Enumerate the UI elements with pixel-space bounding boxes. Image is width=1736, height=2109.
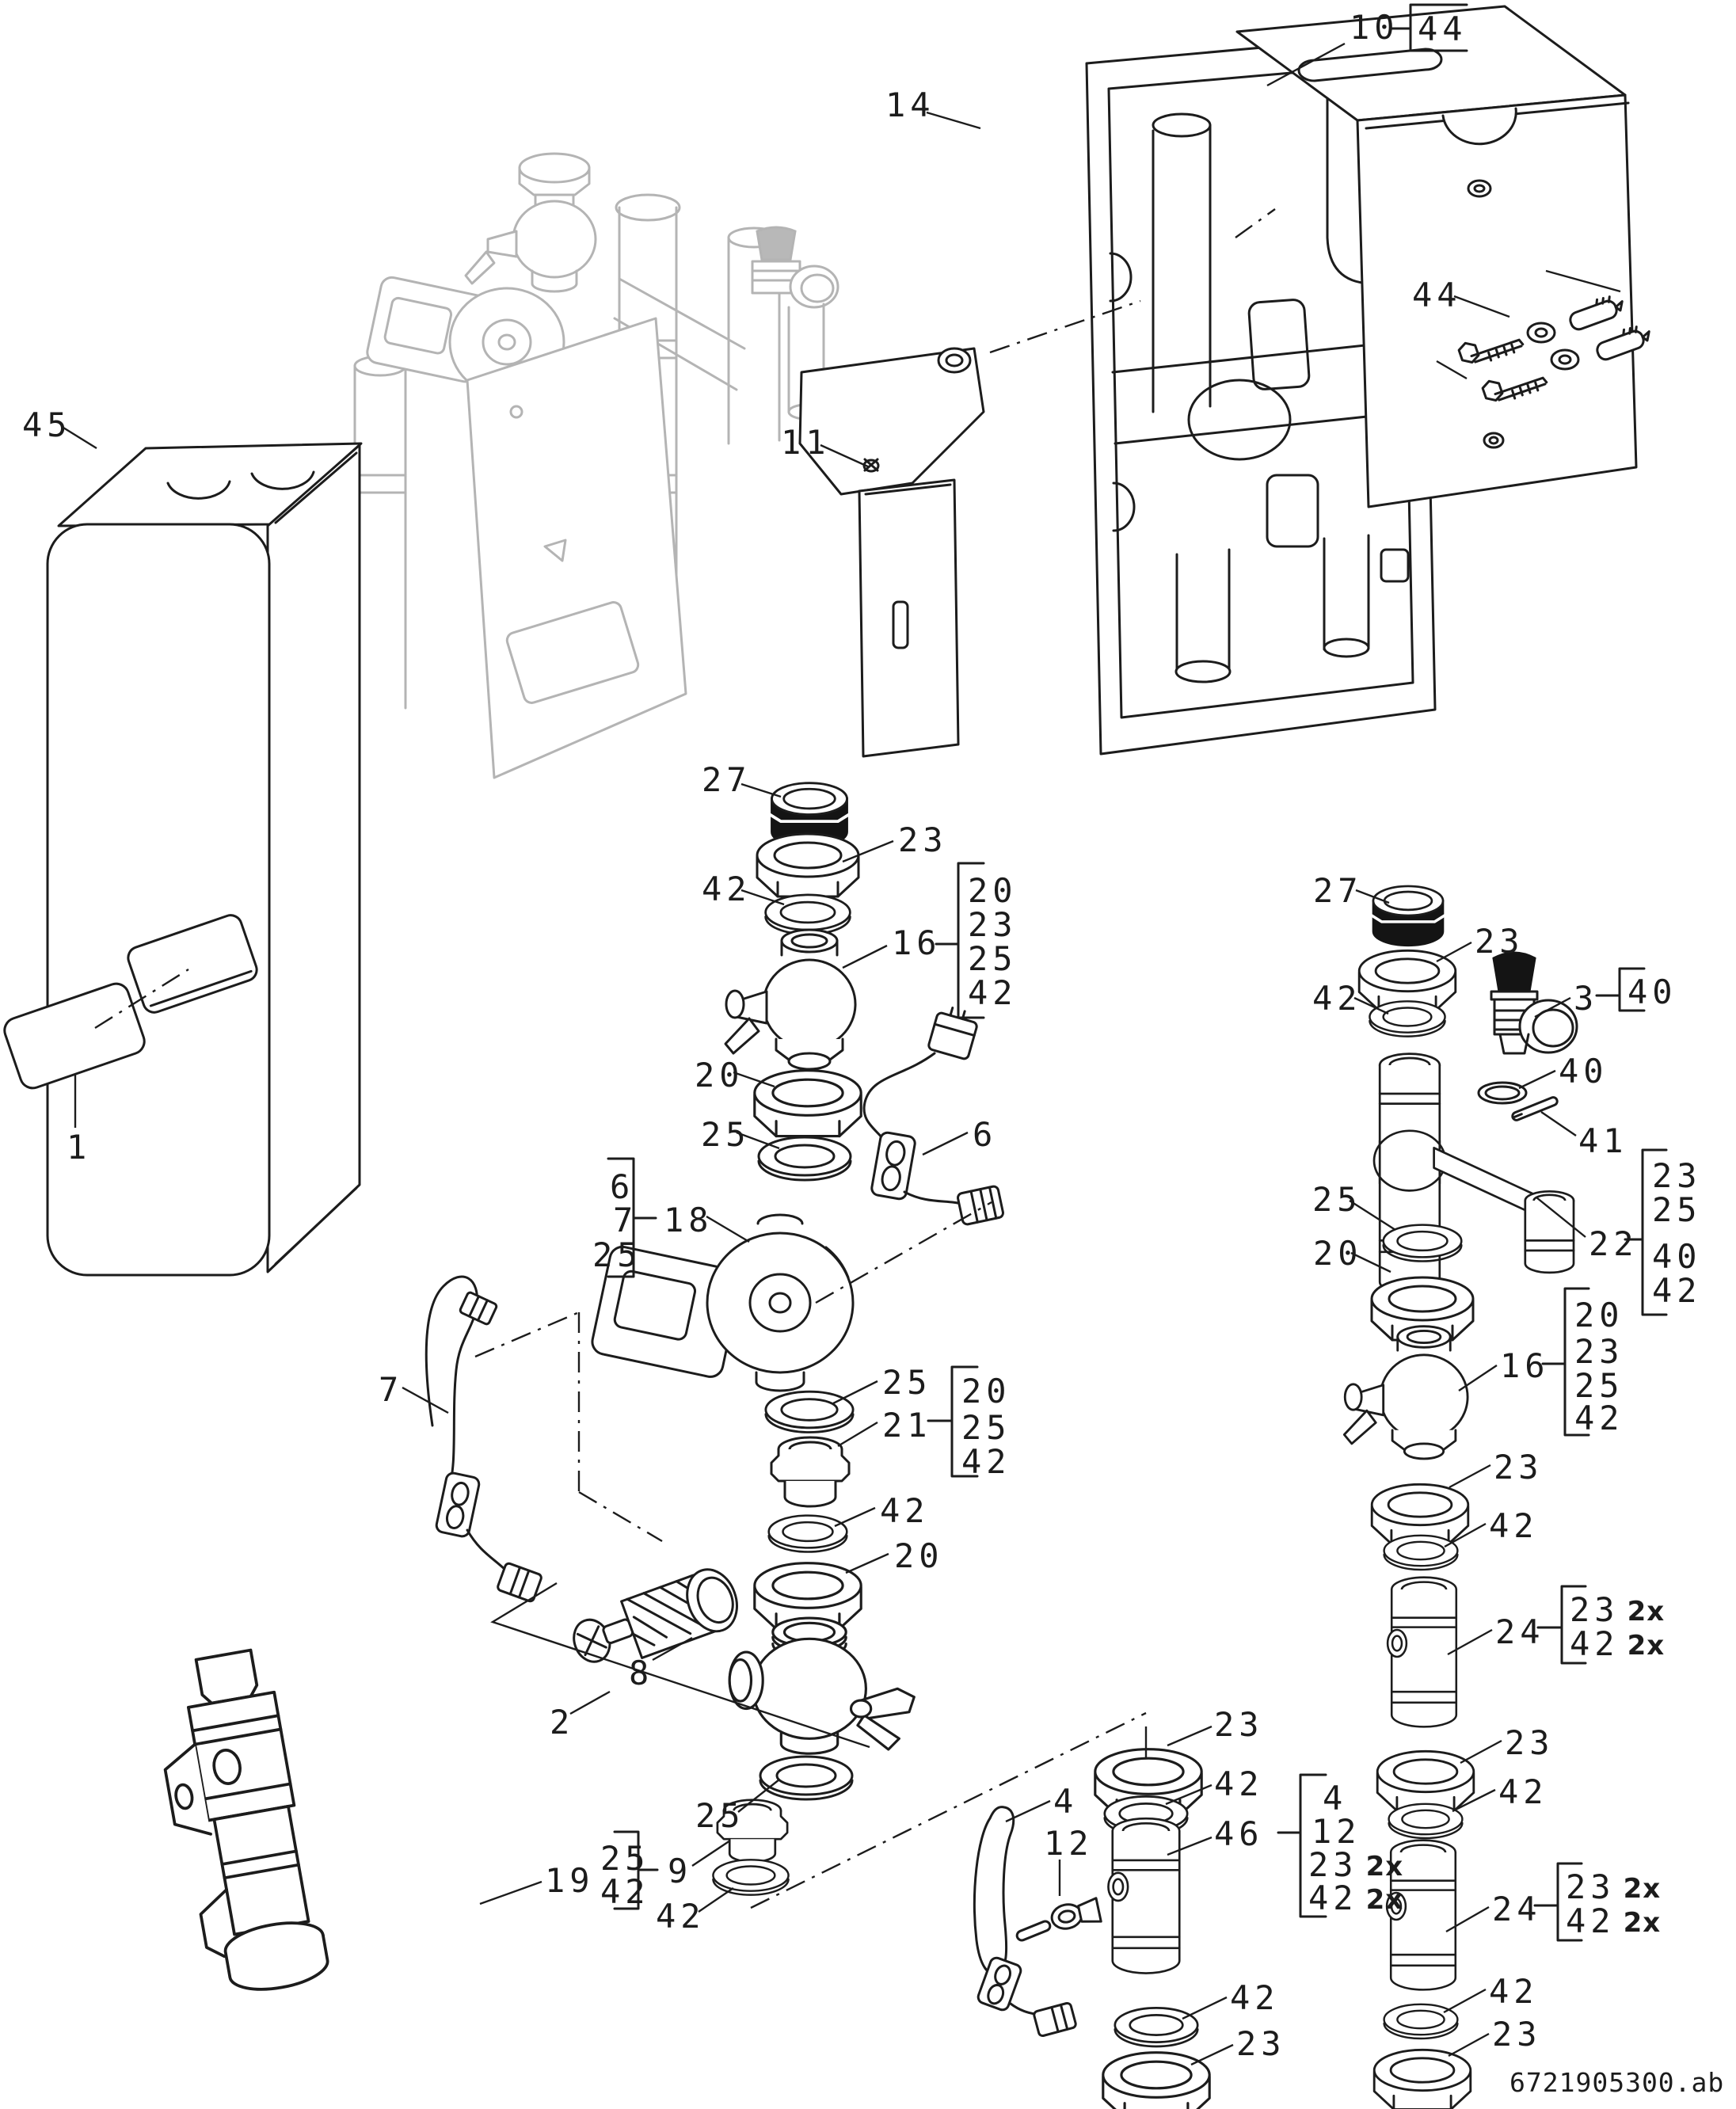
callout-12: 12 (1044, 1824, 1094, 1863)
document-number: 6721905300.ab (1509, 2067, 1725, 2098)
bracket18-item-7: 7 (613, 1201, 638, 1239)
part-washer-42-right (1369, 1001, 1445, 1036)
bracket24a-item-42: 42 2x (1570, 1624, 1666, 1663)
callout-23-bm2: 23 (1236, 2024, 1286, 2063)
bracket18-item-6: 6 (610, 1167, 635, 1206)
callout-42-bm2: 42 (1230, 1978, 1280, 2017)
part-washer-42-mid2 (769, 1516, 847, 1552)
part-tee-22 (1374, 1054, 1574, 1293)
callout-19: 19 (545, 1861, 595, 1900)
callout-42-right3: 42 (1498, 1772, 1548, 1811)
callout-24b: 24 (1492, 1890, 1542, 1928)
bracket22-item-42: 42 (1652, 1271, 1702, 1310)
callout-42-bm: 42 (1214, 1764, 1264, 1803)
callout-42-right4: 42 (1489, 1972, 1539, 2011)
callout-25-mid2: 25 (882, 1363, 932, 1402)
callout-10: 10 (1350, 8, 1399, 47)
callout-16-mid: 16 (892, 923, 942, 962)
callout-21: 21 (882, 1406, 932, 1445)
callout-23-bm: 23 (1214, 1705, 1264, 1744)
callout-45: 45 (22, 405, 72, 444)
callout-8: 8 (629, 1654, 654, 1692)
part-washer-25-mid (759, 1137, 851, 1180)
bracket18-item-25: 25 (592, 1235, 642, 1274)
part-cover-45 (48, 443, 361, 1275)
callout-3: 3 (1574, 979, 1599, 1018)
part-nut-23-bm2 (1103, 2053, 1209, 2109)
part-washer-25-mid3 (760, 1757, 852, 1799)
callout-20-mid2: 20 (894, 1536, 944, 1575)
callout-4: 4 (1053, 1782, 1079, 1821)
bracket46-item-12: 12 (1312, 1812, 1361, 1851)
bracket24b-item-42: 42 2x (1566, 1902, 1662, 1940)
part-ballvalve-16-mid (725, 930, 855, 1069)
callout-25-mid3: 25 (695, 1796, 745, 1835)
part-fitting-21 (771, 1437, 849, 1506)
callout-27-right: 27 (1313, 871, 1363, 910)
bracket22-item-23: 23 (1652, 1156, 1702, 1195)
callout-9: 9 (668, 1852, 693, 1890)
bracket16-item-25: 25 (968, 939, 1018, 978)
callout-42-mid2: 42 (880, 1491, 930, 1530)
callout-16-right: 16 (1500, 1346, 1550, 1385)
callout-14: 14 (885, 86, 935, 124)
callout-23-right2: 23 (1494, 1448, 1544, 1487)
callout-23-right3: 23 (1505, 1723, 1555, 1762)
part-valve-2 (729, 1618, 914, 1753)
bracket24b-item-23: 23 2x (1566, 1867, 1662, 1906)
part-nut-23-right3 (1377, 1751, 1474, 1810)
part-oring-40 (1479, 1083, 1526, 1103)
callout-27-mid: 27 (702, 760, 752, 799)
bracket9-item-42: 42 (600, 1872, 650, 1911)
callout-20-right: 20 (1313, 1234, 1363, 1273)
callout-42-right2: 42 (1489, 1506, 1539, 1545)
part-washer-42-mid (766, 895, 851, 935)
callout-25-mid: 25 (701, 1115, 751, 1154)
part-tube-46 (1108, 1818, 1179, 1973)
callout-2: 2 (550, 1703, 575, 1742)
part-nut-20-mid (755, 1071, 861, 1136)
bracket46-item-4: 4 (1323, 1779, 1348, 1818)
callout-25-right: 25 (1312, 1180, 1362, 1219)
part-valve-19 (147, 1646, 331, 2001)
callout-24a: 24 (1495, 1612, 1545, 1651)
part-washer-42-right2 (1384, 1536, 1458, 1570)
part-tube-24a (1388, 1578, 1456, 1727)
part-nut-23-mid (757, 834, 858, 897)
bracket-item-44: 44 (1418, 10, 1468, 48)
callout-20-mid: 20 (695, 1056, 744, 1094)
callout-44: 44 (1412, 276, 1462, 314)
bracket46-item-23: 23 2x (1308, 1845, 1404, 1884)
callout-22: 22 (1589, 1224, 1639, 1263)
part-washer-42-right4 (1384, 2004, 1458, 2039)
part-safety-valve-3 (1491, 953, 1577, 1053)
callout-42-right: 42 (1312, 979, 1362, 1018)
ghost-assembled-unit (355, 154, 838, 778)
callout-23-right4: 23 (1492, 2015, 1542, 2054)
bracket21-item-20: 20 (961, 1372, 1011, 1410)
bracket16r-item-25: 25 (1574, 1366, 1624, 1405)
bracket3-item-40: 40 (1628, 973, 1677, 1011)
bracket16r-item-20: 20 (1574, 1296, 1624, 1334)
part-bracket-11 (800, 348, 984, 756)
part-washer-42-right3 (1389, 1804, 1463, 1838)
bracket21-item-42: 42 (961, 1442, 1011, 1481)
callout-46: 46 (1214, 1814, 1264, 1853)
bracket16r-item-23: 23 (1574, 1332, 1624, 1371)
part-strainer-8 (565, 1563, 745, 1680)
callout-41: 41 (1578, 1121, 1628, 1160)
callout-6: 6 (973, 1115, 998, 1154)
bracket46-item-42: 42 2x (1308, 1879, 1404, 1917)
callout-11: 11 (781, 423, 831, 462)
bracket16-item-20: 20 (968, 871, 1018, 910)
callout-42-mid3: 42 (656, 1897, 706, 1936)
bracket22-item-40: 40 (1652, 1237, 1702, 1276)
bracket16-item-23: 23 (968, 905, 1018, 944)
part-washer-42-mid3 (713, 1860, 788, 1894)
bracket9-item-25: 25 (600, 1839, 650, 1878)
part-washer-42-bm2 (1115, 2008, 1197, 2046)
callout-18: 18 (664, 1201, 714, 1239)
callout-23-right: 23 (1475, 922, 1525, 961)
bracket22-item-25: 25 (1652, 1190, 1702, 1229)
part-plug-27-right (1370, 886, 1445, 946)
bracket16-item-42: 42 (968, 973, 1018, 1012)
part-sensor-12 (1015, 1898, 1101, 1942)
bracket24a-item-23: 23 2x (1570, 1590, 1666, 1629)
callout-40: 40 (1559, 1052, 1608, 1091)
callout-23-mid: 23 (898, 820, 948, 859)
callout-42-mid: 42 (702, 870, 752, 908)
part-cable-7 (426, 1277, 542, 1602)
bracket21-item-25: 25 (961, 1408, 1011, 1447)
callout-1: 1 (67, 1128, 92, 1167)
part-nut-23-right4 (1374, 2050, 1471, 2109)
part-washer-25-mid2 (766, 1391, 853, 1432)
callout-7: 7 (379, 1370, 404, 1409)
bracket16r-item-42: 42 (1574, 1399, 1624, 1437)
part-ballvalve-16-right (1344, 1327, 1468, 1459)
